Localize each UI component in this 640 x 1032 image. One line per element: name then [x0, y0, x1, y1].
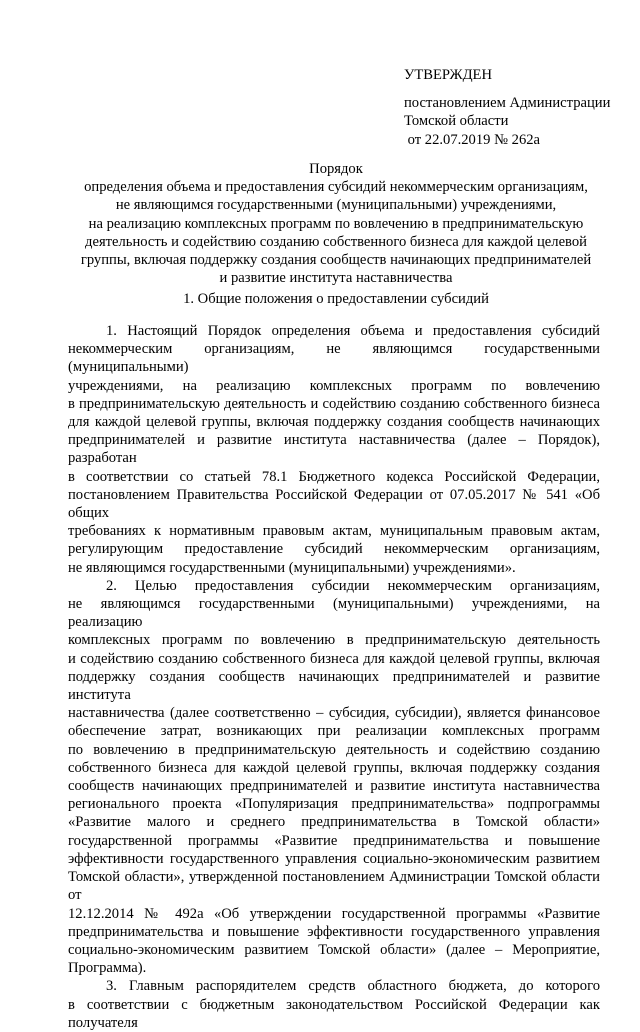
paragraph-line: собственного бизнеса для каждой целевой группы, включая поддержку создания — [68, 759, 600, 776]
paragraph-line: 2. Целью предоставления субсидии некоммерческим организациям, — [106, 577, 600, 594]
paragraph-line: Программа). — [68, 960, 147, 977]
paragraph-line: «Развитие малого и среднего предпринимательства в Томской области» — [68, 814, 600, 831]
paragraph-line: наставничества (далее соответственно – субсидия, субсидии), является финансовое — [68, 705, 600, 722]
paragraph-line: не являющимся государственными (муниципальными) учреждениями». — [68, 559, 516, 576]
document-title-line: деятельность и содействию созданию собственного бизнеса для каждой целевой — [85, 233, 587, 250]
paragraph-line: социально-экономическим развитием Томской области» (далее – Мероприятие, — [68, 941, 600, 958]
paragraph-line: регионального проекта «Популяризация предпринимательства» подпрограммы — [68, 796, 600, 813]
document-title-line: определения объема и предоставления субсидий некоммерческим организациям, — [84, 179, 588, 196]
document-title — [68, 160, 604, 287]
paragraph-line: для каждой целевой группы, включая поддержку создания сообществ начинающих — [68, 414, 600, 431]
document-title-heading: Порядок — [309, 161, 363, 177]
paragraph-line: предпринимателей и развитие института наставничества (далее – Порядок), разработан — [68, 432, 600, 467]
paragraph-line: требованиях к нормативным правовым актам, муниципальным правовым актам, — [68, 523, 600, 540]
paragraph-line: не являющимся государственными (муниципальными) учреждениями, на реализацию — [68, 596, 600, 631]
paragraph-line: учреждениями, на реализацию комплексных программ по вовлечению — [68, 377, 600, 394]
paragraph-3 — [68, 977, 600, 1032]
paragraph-line: 1. Настоящий Порядок определения объема и предоставления субсидий — [106, 323, 600, 339]
section-heading: 1. Общие положения о предоставлении субсидий — [183, 291, 489, 307]
paragraph-line: предпринимательства и повышение эффективности государственного управления — [68, 923, 600, 940]
paragraph-line: и содействию созданию собственного бизнеса для каждой целевой группы, включая — [68, 650, 600, 667]
paragraph-line: 12.12.2014 № 492а «Об утверждении государственной программы «Развитие — [68, 905, 600, 922]
paragraph-line: Томской области», утвержденной постановлением Администрации Томской области от — [68, 869, 600, 904]
document-title-line: группы, включая поддержку создания сообществ начинающих предпринимателей — [80, 252, 592, 269]
paragraph-line: эффективности государственного управления социально-экономическим развитием — [68, 850, 600, 867]
document-title-line: и развитие института наставничества — [219, 270, 453, 287]
paragraph-line: 3. Главным распорядителем средств областного бюджета, до которого — [106, 978, 600, 995]
approval-line: постановлением Администрации — [404, 95, 611, 112]
paragraph-line: государственной программы «Развитие предпринимательства и повышение — [68, 832, 600, 849]
paragraph-line: комплексных программ по вовлечению в предпринимательскую деятельность — [68, 632, 600, 649]
paragraph-line: обеспечение затрат, возникающих при реализации комплексных программ — [68, 723, 600, 740]
paragraph-line: сообществ начинающих предпринимателей и развитие института наставничества — [68, 778, 600, 795]
paragraph-line: в соответствии с бюджетным законодательством Российской Федерации как получателя — [68, 996, 600, 1031]
approval-line: от 22.07.2019 № 262а — [404, 131, 541, 148]
paragraph-line: некоммерческим организациям, не являющимся государственными (муниципальными) — [68, 341, 600, 376]
approval-line: Томской области — [404, 113, 509, 130]
paragraph-line: по вовлечению в предпринимательскую деятельность и содействию созданию — [68, 741, 600, 758]
approval-title: УТВЕРЖДЕН — [404, 67, 492, 83]
paragraph-line: регулирующим предоставление субсидий некоммерческим организациям, — [68, 541, 600, 558]
paragraph-line: постановлением Правительства Российской Федерации от 07.05.2017 № 541 «Об общих — [68, 486, 600, 522]
paragraph-line: в предпринимательскую деятельность и содействию созданию собственного бизнеса — [68, 395, 600, 412]
paragraph-2 — [68, 577, 600, 977]
paragraph-line: в соответствии со статьей 78.1 Бюджетного кодекса Российской Федерации, — [68, 468, 600, 485]
document-title-line: не являющимся государственными (муниципальными) учреждениями, — [115, 197, 557, 214]
paragraph-1 — [68, 322, 600, 577]
document-body — [68, 322, 600, 1032]
paragraph-line: поддержку создания сообществ начинающих предпринимателей и развитие института — [68, 668, 600, 704]
approval-stamp — [404, 66, 624, 149]
document-title-line: на реализацию комплексных программ по вовлечению в предпринимательскую — [88, 215, 584, 232]
